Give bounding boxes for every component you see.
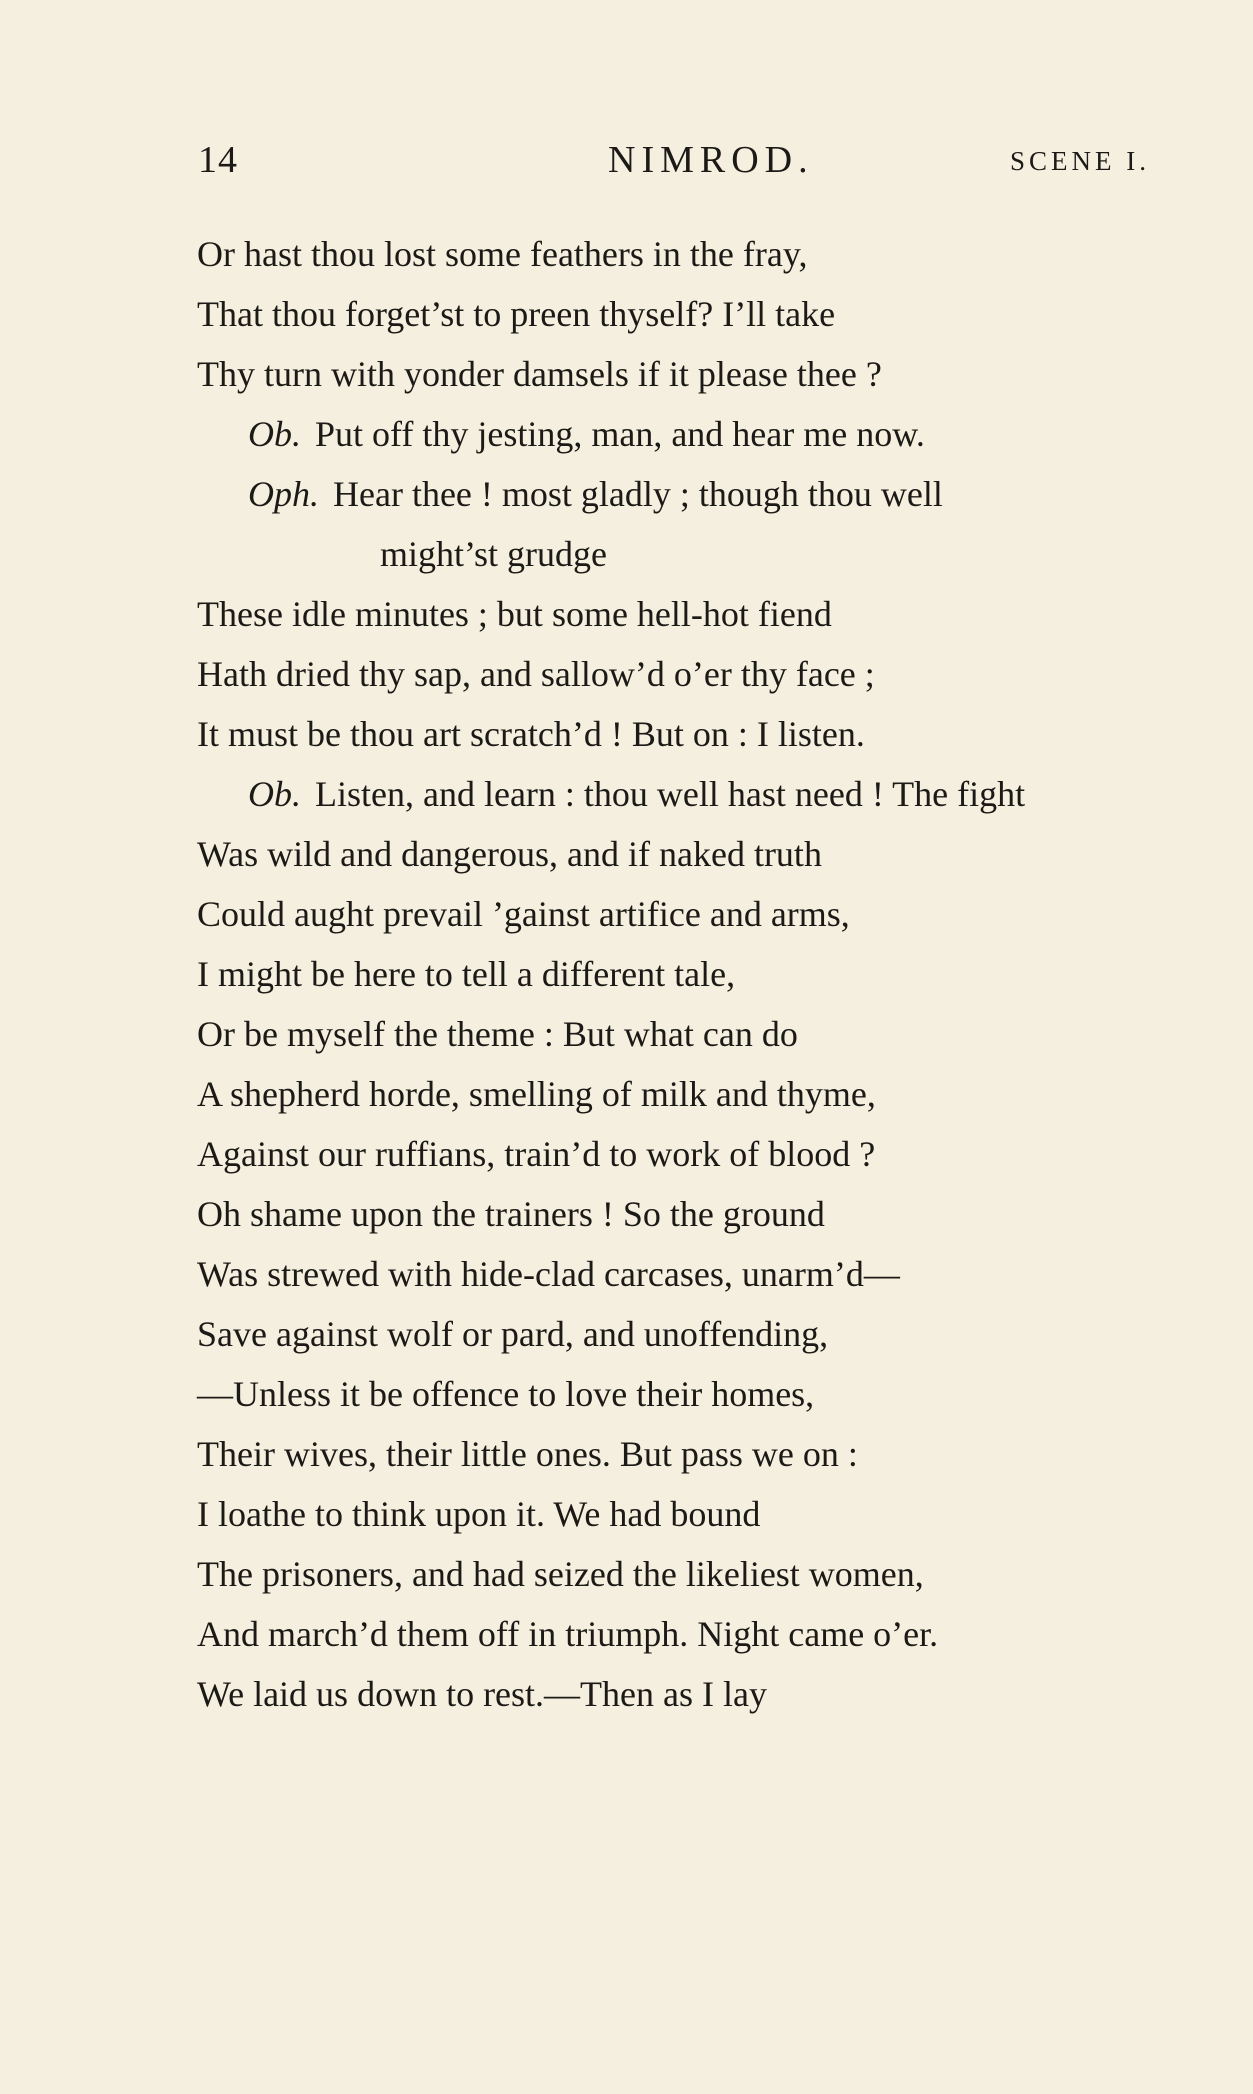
verse-line: —Unless it be offence to love their homes, bbox=[197, 1374, 815, 1414]
verse-line: A shepherd horde, smelling of milk and thyme, bbox=[197, 1074, 876, 1114]
verse-line: Or be myself the theme : But what can do bbox=[197, 1014, 798, 1054]
page-number: 14 bbox=[198, 139, 238, 181]
verse-line: Save against wolf or pard, and unoffending, bbox=[197, 1314, 829, 1354]
verse-line: The prisoners, and had seized the likeliest women, bbox=[197, 1554, 924, 1594]
verse-line: And march’d them off in triumph. Night came o’er. bbox=[197, 1614, 939, 1654]
speech-line: Ob. Put off thy jesting, man, and hear me now. bbox=[248, 414, 925, 454]
speaker-name: Ob. bbox=[248, 774, 301, 814]
running-header bbox=[0, 138, 1253, 188]
verse-line: Or hast thou lost some feathers in the fray, bbox=[197, 234, 808, 274]
verse-line: Could aught prevail ’gainst artifice and arms, bbox=[197, 894, 850, 934]
speaker-name: Oph. bbox=[248, 474, 319, 514]
verse-line: We laid us down to rest.—Then as I lay bbox=[197, 1674, 767, 1714]
verse-line: It must be thou art scratch’d ! But on : I listen. bbox=[197, 714, 865, 754]
speech-line: Oph. Hear thee ! most gladly ; though thou well bbox=[248, 474, 943, 514]
verse-line: Thy turn with yonder damsels if it please thee ? bbox=[197, 354, 882, 394]
speaker-name: Ob. bbox=[248, 414, 301, 454]
verse-line: Was wild and dangerous, and if naked truth bbox=[197, 834, 822, 874]
verse-line-continuation: might’st grudge bbox=[380, 534, 607, 574]
verse-line: I loathe to think upon it. We had bound bbox=[197, 1494, 761, 1534]
verse-line: That thou forget’st to preen thyself? I’ll take bbox=[197, 294, 836, 334]
verse-line: Their wives, their little ones. But pass we on : bbox=[197, 1434, 858, 1474]
running-title: NIMROD. bbox=[608, 139, 814, 181]
verse-line: These idle minutes ; but some hell-hot fiend bbox=[197, 594, 832, 634]
verse-line: Against our ruffians, train’d to work of blood ? bbox=[197, 1134, 876, 1174]
speech-line: Ob. Listen, and learn : thou well hast need ! The fight bbox=[248, 774, 1026, 814]
verse-line: Hath dried thy sap, and sallow’d o’er thy face ; bbox=[197, 654, 875, 694]
verse-line: Was strewed with hide-clad carcases, unarm’d— bbox=[197, 1254, 900, 1294]
verse-line: I might be here to tell a different tale, bbox=[197, 954, 736, 994]
verse-line: Oh shame upon the trainers ! So the ground bbox=[197, 1194, 825, 1234]
scene-label: SCENE I. bbox=[1010, 146, 1150, 176]
